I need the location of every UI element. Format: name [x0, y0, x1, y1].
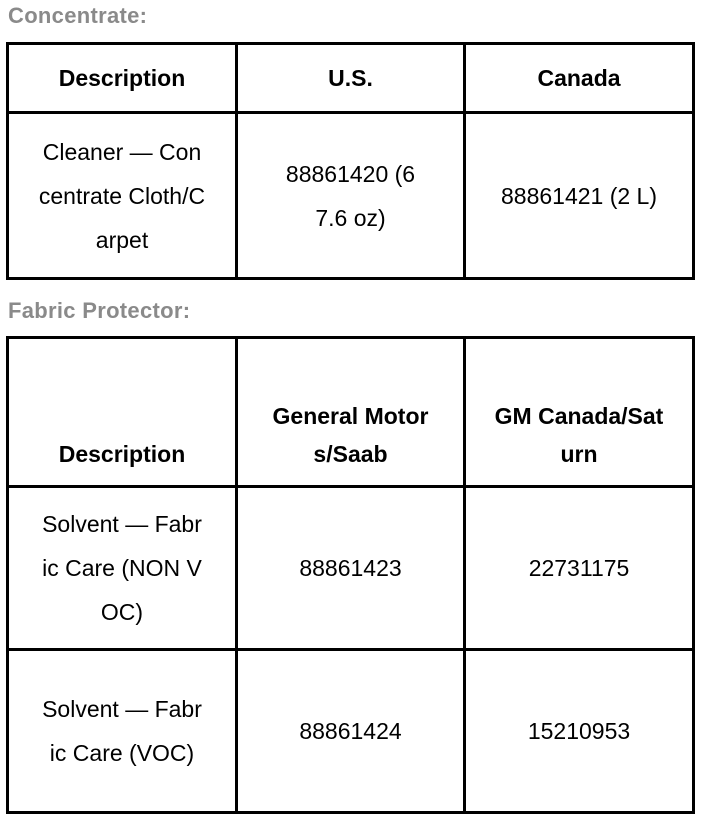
part-number-cell: 22731175 — [465, 487, 694, 650]
table-row — [8, 487, 694, 650]
part-number-text: 88861420 (67.6 oz) — [285, 160, 416, 231]
column-header-text: General Motors/Saab — [272, 403, 429, 467]
table-header-row — [8, 338, 694, 487]
description-text: Solvent — Fabric Care (NON VOC) — [42, 511, 202, 625]
part-number-cell: 15210953 — [465, 650, 694, 813]
part-number-text: 88861421 (2 L) — [500, 182, 657, 209]
description-cell — [8, 650, 237, 813]
column-header-gm-canada-saturn — [465, 338, 694, 487]
column-header-canada: Canada — [465, 44, 694, 113]
fabric-protector-table — [6, 336, 695, 814]
column-header-description: Description — [8, 338, 237, 487]
concentrate-table — [6, 42, 695, 280]
part-number-cell — [465, 113, 694, 279]
table-row — [8, 650, 694, 813]
part-number-cell — [237, 113, 465, 279]
column-header-general-motors-saab — [237, 338, 465, 487]
description-cell — [8, 113, 237, 279]
table-row — [8, 113, 694, 279]
column-header-us: U.S. — [237, 44, 465, 113]
description-text: Cleaner — Concentrate Cloth/Carpet — [38, 138, 206, 253]
description-text: Solvent — Fabric Care (VOC) — [42, 696, 202, 766]
fabric-protector-heading: Fabric Protector: — [8, 298, 191, 323]
table-header-row — [8, 44, 694, 113]
part-number-cell: 88861424 — [237, 650, 465, 813]
part-number-cell: 88861423 — [237, 487, 465, 650]
column-header-text: GM Canada/Saturn — [494, 403, 664, 467]
description-cell — [8, 487, 237, 650]
concentrate-heading: Concentrate: — [8, 3, 148, 28]
column-header-description: Description — [8, 44, 237, 113]
